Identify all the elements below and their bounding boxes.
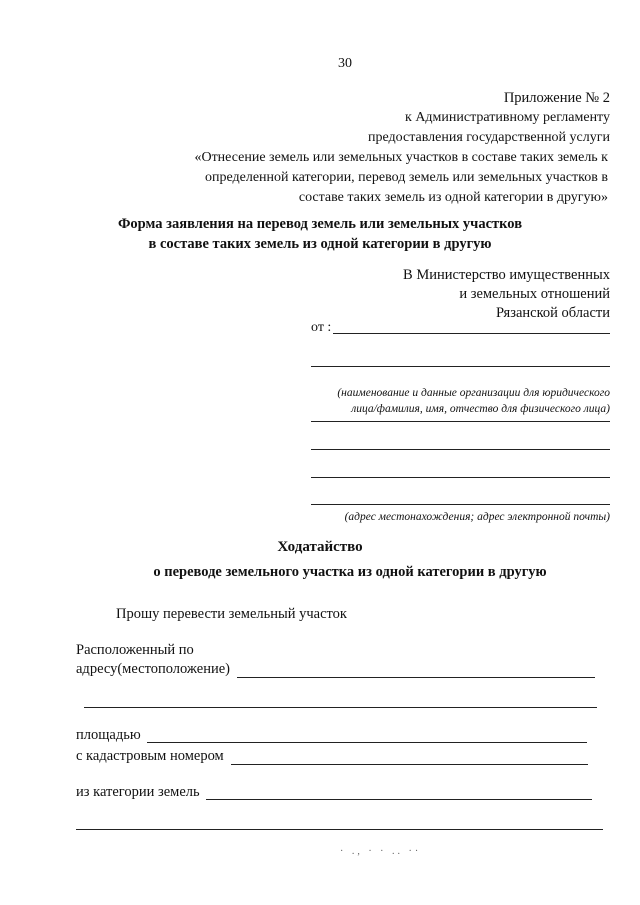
service-name-line: составе таких земель из одной категории в другую» [298, 190, 608, 205]
area-label: площадью [76, 727, 141, 743]
applicant-field-line[interactable] [333, 333, 610, 334]
addressee-line: Рязанской области [496, 305, 610, 321]
page-number: 30 [338, 56, 352, 71]
location-label: Расположенный по [76, 642, 194, 658]
address-field-line[interactable] [311, 477, 610, 478]
applicant-hint-line: лица/фамилия, имя, отчество для физического лица) [351, 403, 610, 415]
location-label-cont: адресу(местоположение) [76, 661, 230, 677]
category-field-line[interactable] [206, 799, 592, 800]
location-field-line[interactable] [84, 707, 597, 708]
location-field-line[interactable] [237, 677, 595, 678]
applicant-hint-line: (наименование и данные организации для юридического [337, 387, 610, 399]
form-title [60, 214, 580, 254]
category-field-line[interactable] [76, 829, 603, 830]
applicant-hint [337, 385, 610, 417]
petition-subtitle: о переводе земельного участка из одной категории в другую [153, 564, 547, 580]
address-field-line[interactable] [311, 504, 610, 505]
address-field-line[interactable] [311, 421, 610, 422]
addressee-line: В Министерство имущественных [403, 267, 610, 283]
appendix-line-regulation: к Административному регламенту [405, 110, 610, 125]
form-title-line: Форма заявления на перевод земель или земельных участков [117, 216, 523, 232]
from-label: от : [311, 320, 332, 335]
scan-marks: · ., · · .. ·· [340, 846, 422, 857]
address-field-line[interactable] [311, 449, 610, 450]
cadastral-field-line[interactable] [231, 764, 588, 765]
service-name [194, 148, 608, 208]
form-title-line: в составе таких земель из одной категории в другую [148, 236, 492, 252]
appendix-line-service: предоставления государственной услуги [368, 130, 610, 145]
appendix-title: Приложение № 2 [503, 90, 610, 106]
applicant-field-line[interactable] [311, 366, 610, 367]
service-name-line: определенной категории, перевод земель или земельных участков в [205, 170, 608, 185]
service-name-line: «Отнесение земель или земельных участков в составе таких земель к [194, 150, 608, 165]
address-hint: (адрес местонахождения; адрес электронной почты) [344, 511, 610, 523]
petition-title: Ходатайство [277, 539, 363, 555]
cadastral-label: с кадастровым номером [76, 748, 224, 764]
addressee [403, 266, 610, 323]
request-text: Прошу перевести земельный участок [116, 606, 347, 622]
area-field-line[interactable] [147, 742, 587, 743]
category-label: из категории земель [76, 784, 200, 800]
addressee-line: и земельных отношений [459, 286, 610, 302]
